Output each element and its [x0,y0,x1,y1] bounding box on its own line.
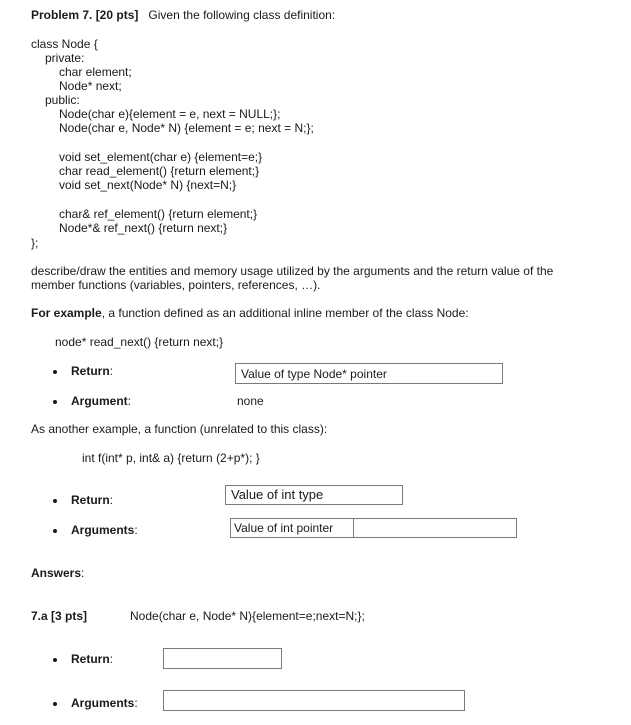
code-line: Node(char e, Node* N) {element = e; next = N;}; [59,121,314,135]
example1-return-row [71,364,113,378]
bullet [53,658,57,662]
bullet [53,702,57,706]
q7a-arguments-label: Arguments [71,696,135,710]
example2-return-row [71,493,113,507]
problem-header [31,8,335,22]
example2-return-label: Return [71,493,110,507]
code-line: char read_element() {return element;} [59,164,260,178]
code-line: Node* next; [59,79,122,93]
code-line: void set_element(char e) {element=e;} [59,150,263,164]
q7a-row [31,609,87,623]
colon: : [134,696,138,710]
problem-intro: Given the following class definition: [148,8,336,22]
example2-lead: As another example, a function (unrelated to this class): [31,422,328,436]
code-line: void set_next(Node* N) {next=N;} [59,178,237,192]
q7a-return-row [71,652,113,666]
q7a-label: 7.a [3 pts] [31,609,88,623]
example1-code: node* read_next() {return next;} [55,335,224,349]
answers-heading [31,566,84,580]
problem-heading: Problem 7. [20 pts] [31,8,139,22]
example2-arguments-row [71,523,138,537]
example1-return-value: Value of type Node* pointer [241,367,387,381]
example2-arguments-label: Arguments [71,523,135,537]
colon: : [109,493,114,507]
example2-arguments-box [230,518,354,538]
example2-arguments-box-2 [353,518,517,538]
example1-argument-label: Argument [71,394,128,408]
example1-argument-value: none [237,394,264,408]
bullet [53,529,57,533]
example1-return-label: Return [71,364,110,378]
example1-argument-row [71,394,131,408]
q7a-return-label: Return [71,652,110,666]
example1-lead-bold: For example [31,306,102,320]
instructions-text: describe/draw the entities and memory usage utilized by the arguments and the return value of the member functions (variables, pointers, references, …). [31,264,554,292]
code-line: char element; [59,65,132,79]
example2-return-value: Value of int type [231,487,324,502]
q7a-code: Node(char e, Node* N){element=e;next=N;}; [130,609,365,623]
answers-heading-text: Answers [31,566,82,580]
example1-return-box [235,363,503,384]
code-line: public: [45,93,80,107]
bullet [53,499,57,503]
colon: : [127,394,132,408]
example2-return-box [225,485,403,505]
code-line: class Node { [31,37,98,51]
code-line: Node(char e){element = e, next = NULL;}; [59,107,281,121]
q7a-return-answer-box[interactable] [163,648,282,669]
example1-lead-rest: , a function defined as an additional inline member of the class Node: [101,306,469,320]
example1-lead [31,306,469,320]
colon: : [81,566,85,580]
bullet [53,370,57,374]
example2-arguments-value: Value of int pointer [234,521,334,535]
colon: : [134,523,138,537]
q7a-arguments-row [71,696,138,710]
colon: : [109,652,114,666]
bullet [53,400,57,404]
colon: : [109,364,114,378]
example2-code: int f(int* p, int& a) {return (2+p*); } [82,451,260,465]
code-line: private: [45,51,85,65]
code-line: }; [31,236,39,250]
code-line: Node*& ref_next() {return next;} [59,221,228,235]
code-line: char& ref_element() {return element;} [59,207,258,221]
q7a-arguments-answer-box[interactable] [163,690,465,711]
